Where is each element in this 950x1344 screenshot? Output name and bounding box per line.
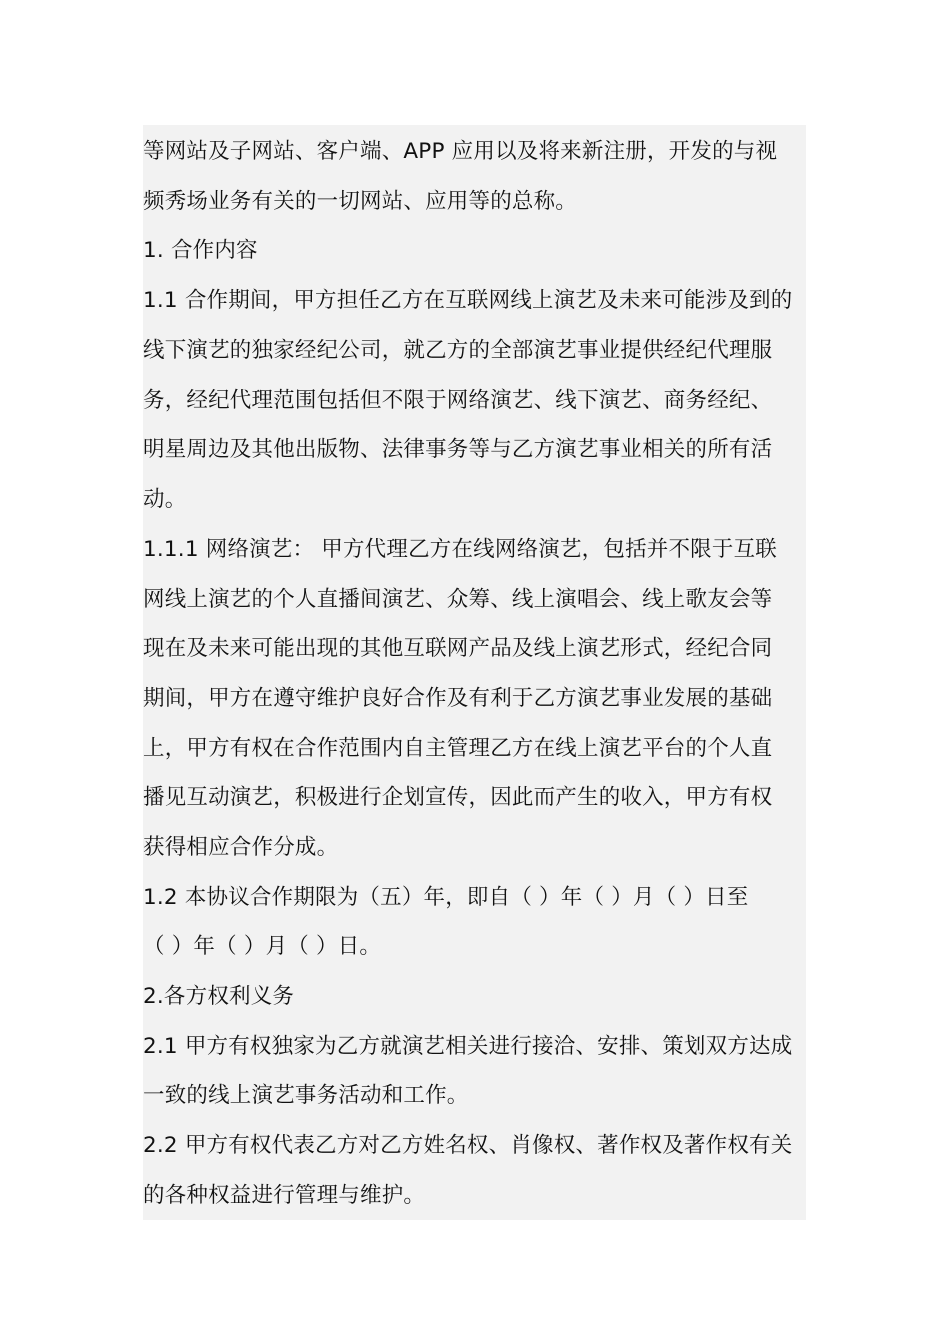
text-line: 获得相应合作分成。 [143, 835, 339, 860]
text-line: 一致的线上演艺事务活动和工作。 [143, 1083, 469, 1108]
text-line: 线下演艺的独家经纪公司，就乙方的全部演艺事业提供经纪代理服 [143, 338, 773, 363]
section-heading: 1. 合作内容 [143, 238, 258, 263]
text-line: 2.1 甲方有权独家为乙方就演艺相关进行接洽、安排、策划双方达成 [143, 1034, 793, 1059]
text-line: 1.1 合作期间，甲方担任乙方在互联网线上演艺及未来可能涉及到的 [143, 288, 793, 313]
text-line: 网线上演艺的个人直播间演艺、众筹、线上演唱会、线上歌友会等 [143, 587, 773, 612]
text-line: 播见互动演艺，积极进行企划宣传，因此而产生的收入，甲方有权 [143, 785, 773, 810]
contract-text-block [143, 125, 806, 1220]
text-line: 1.1.1 网络演艺： 甲方代理乙方在线网络演艺，包括并不限于互联 [143, 537, 777, 562]
text-line: 2.2 甲方有权代表乙方对乙方姓名权、肖像权、著作权及著作权有关 [143, 1133, 793, 1158]
text-line: 上，甲方有权在合作范围内自主管理乙方在线上演艺平台的个人直 [143, 736, 773, 761]
text-line: 1.2 本协议合作期限为（五）年，即自（ ）年（ ）月（ ）日至 [143, 885, 749, 910]
section-heading: 2.各方权利义务 [143, 984, 295, 1009]
text-line: 现在及未来可能出现的其他互联网产品及线上演艺形式，经纪合同 [143, 636, 773, 661]
text-line: （ ）年（ ）月（ ）日。 [143, 934, 382, 959]
text-line: 明星周边及其他出版物、法律事务等与乙方演艺事业相关的所有活 [143, 437, 773, 462]
text-line: 等网站及子网站、客户端、APP 应用以及将来新注册，开发的与视 [143, 139, 778, 164]
text-line: 频秀场业务有关的一切网站、应用等的总称。 [143, 189, 578, 214]
text-line: 的各种权益进行管理与维护。 [143, 1183, 426, 1208]
text-line: 期间，甲方在遵守维护良好合作及有利于乙方演艺事业发展的基础 [143, 686, 773, 711]
text-line: 务，经纪代理范围包括但不限于网络演艺、线下演艺、商务经纪、 [143, 388, 773, 413]
text-line: 动。 [143, 487, 187, 512]
